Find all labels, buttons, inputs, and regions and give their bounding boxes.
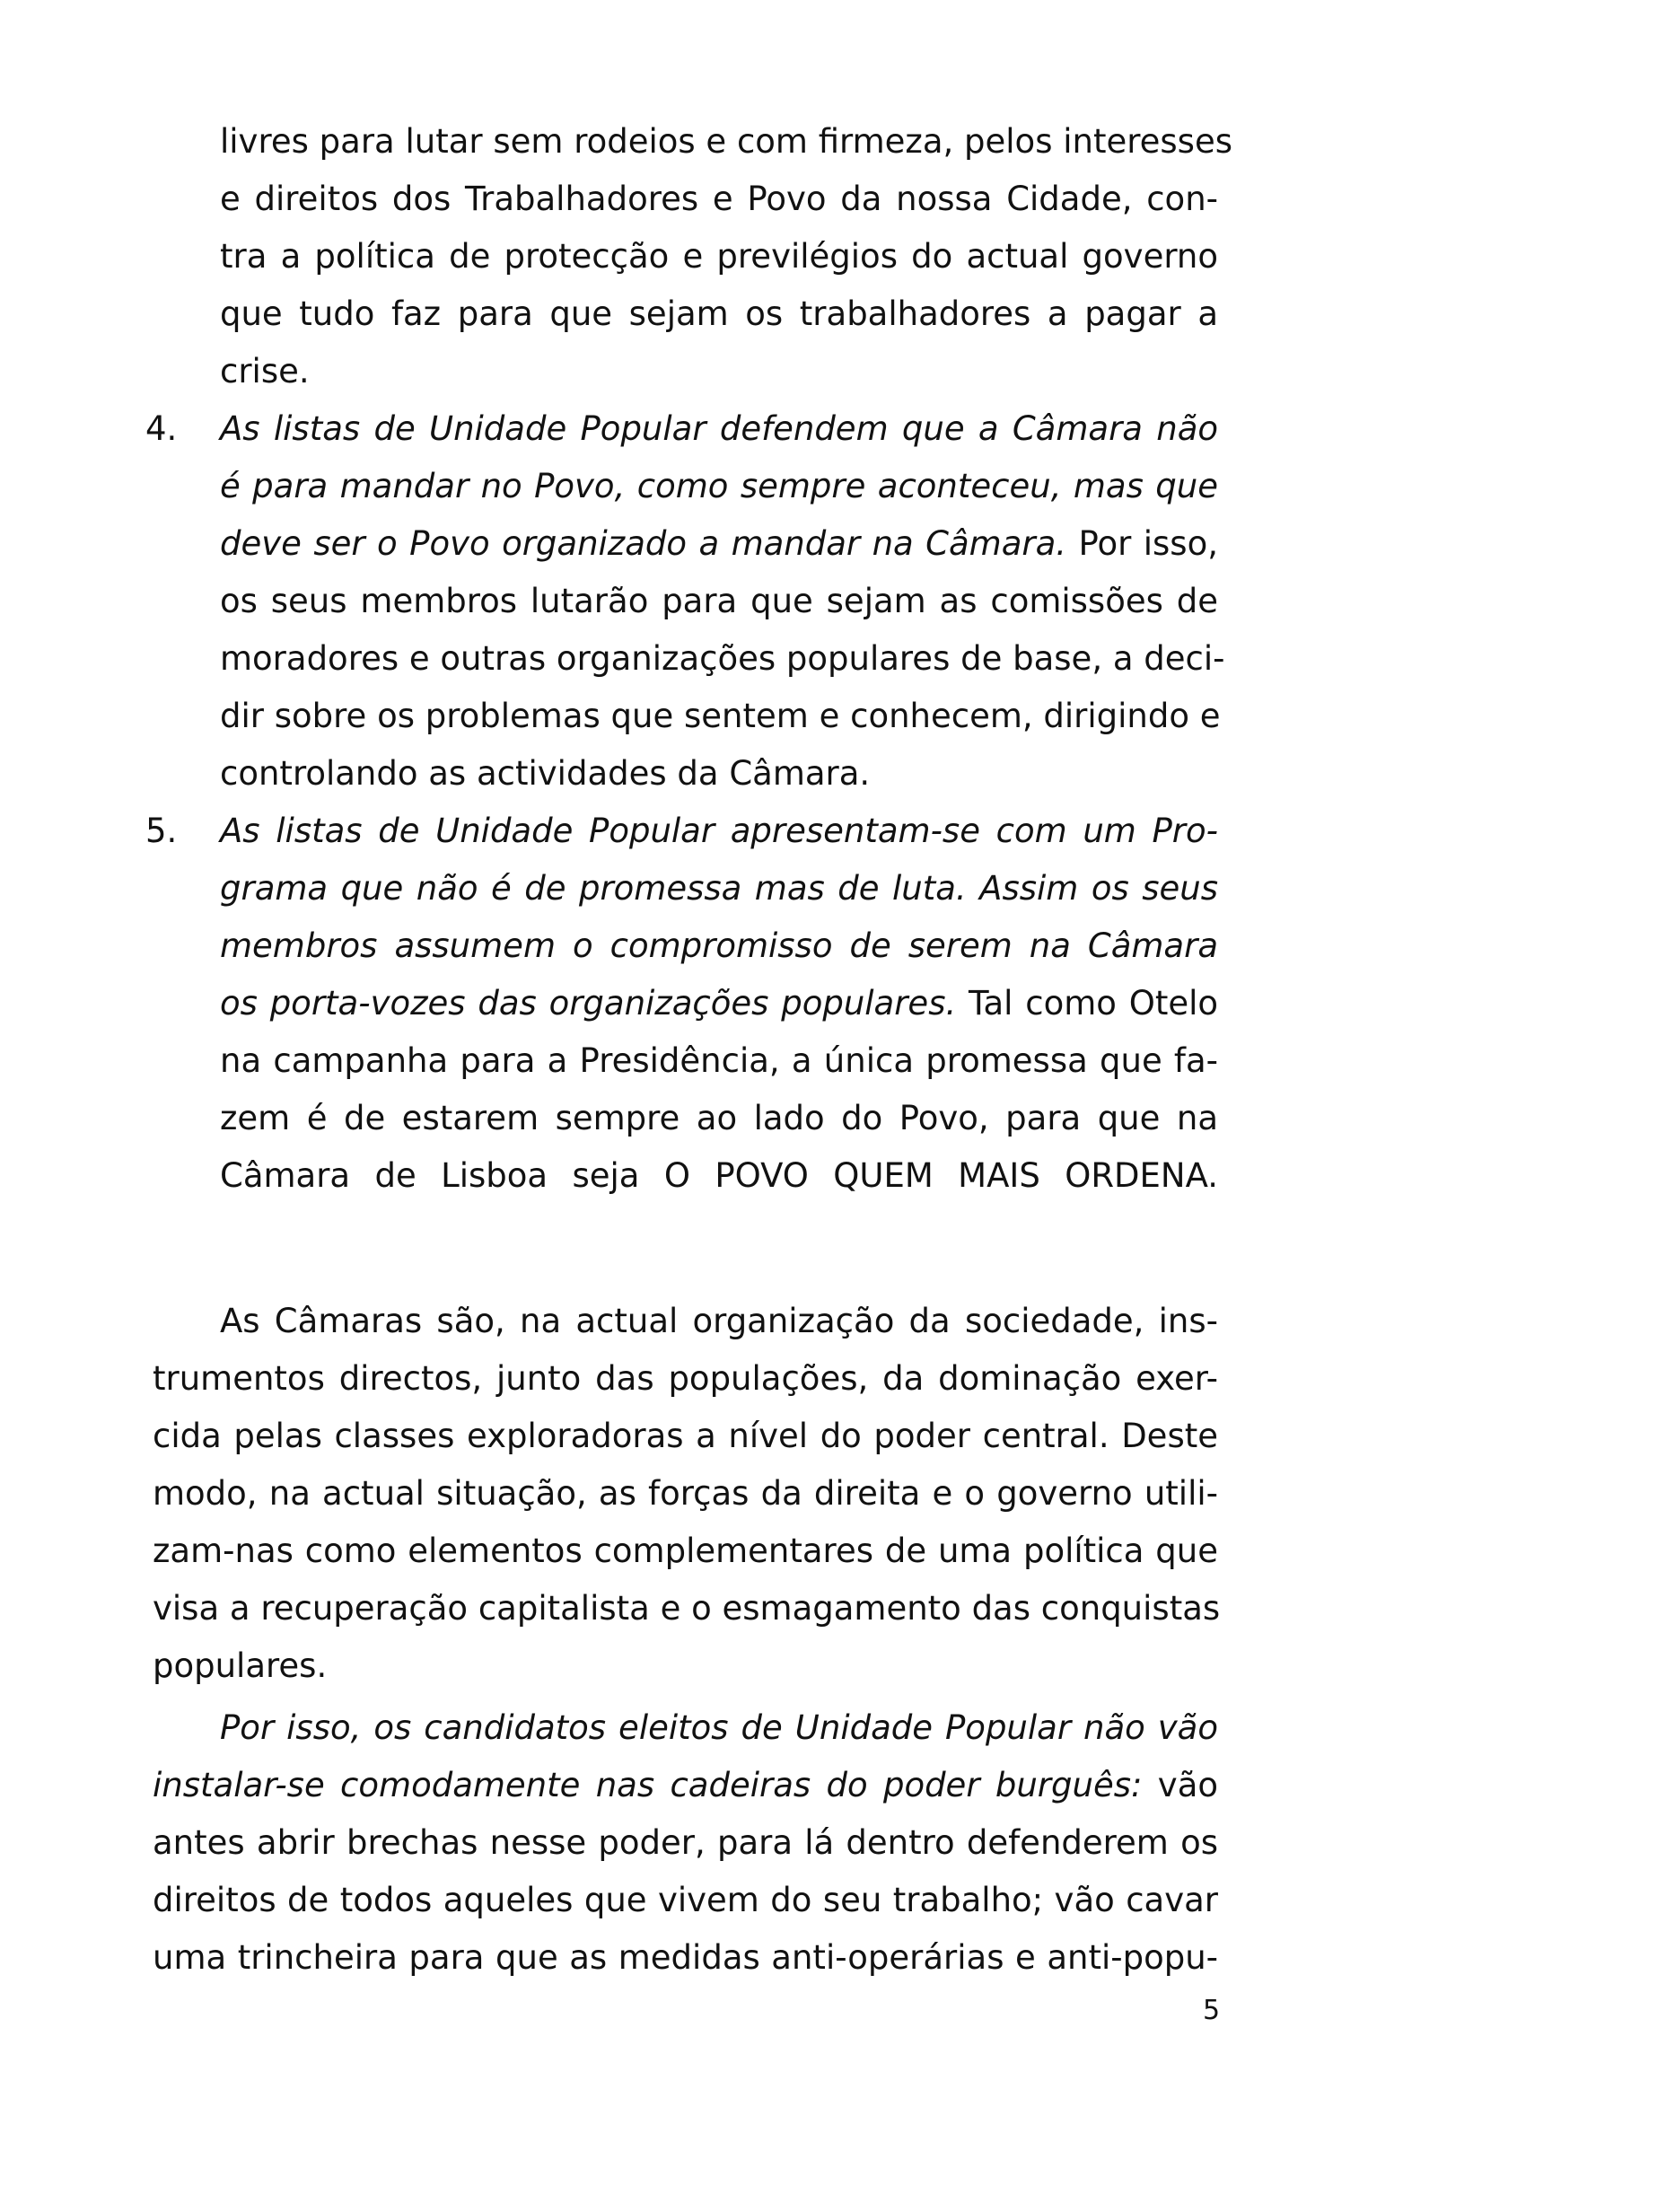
normal-text: vão (1142, 1766, 1219, 1804)
italic-text: As listas de Unidade Popular apresentam-se com um Pro- (220, 812, 1218, 850)
normal-text: antes abrir brechas nesse poder, para lá dentro defenderem os (153, 1823, 1218, 1862)
italic-text: grama que não é de promessa mas de luta. Assim os seus (220, 869, 1218, 908)
list-number: 4. (145, 409, 178, 448)
normal-text: moradores e outras organizações populares de base, a deci- (220, 639, 1225, 678)
page-number: 5 (1203, 1995, 1221, 2026)
italic-text: As listas de Unidade Popular defendem que a Câmara não (220, 409, 1218, 448)
text-line: tra a política de protecção e previlégios do actual governo (220, 237, 1218, 276)
text-line: visa a recuperação capitalista e o esmagamento das conquistas (153, 1589, 1221, 1628)
text-line: populares. (153, 1646, 328, 1685)
text-line (153, 1757, 1218, 1814)
text-line: e direitos dos Trabalhadores e Povo da nossa Cidade, con- (220, 180, 1218, 218)
normal-text: Câmara de Lisboa seja O POVO QUEM MAIS ORDENA. (220, 1156, 1218, 1195)
text-line: cida pelas classes exploradoras a nível do poder central. Deste (153, 1417, 1218, 1455)
text-line (220, 515, 1218, 573)
text-line (153, 1814, 1218, 1872)
text-line: que tudo faz para que sejam os trabalhadores a pagar a (220, 294, 1218, 333)
normal-text: dir sobre os problemas que sentem e conhecem, dirigindo e (220, 697, 1221, 735)
text-line: modo, na actual situação, as forças da direita e o governo utili- (153, 1474, 1218, 1513)
text-line (220, 573, 1218, 630)
italic-text: membros assumem o compromisso de serem na Câmara (220, 926, 1218, 965)
text-line: trumentos directos, junto das populações, da dominação exer- (153, 1359, 1218, 1398)
normal-text: Por isso, (1066, 524, 1218, 563)
normal-text: Tal como Otelo (956, 984, 1219, 1023)
text-line (220, 458, 1218, 515)
text-line: As Câmaras são, na actual organização da sociedade, ins- (220, 1302, 1218, 1340)
italic-text: é para mandar no Povo, como sempre aconteceu, mas que (220, 467, 1218, 505)
text-line (220, 975, 1218, 1032)
italic-text: deve ser o Povo organizado a mandar na Câmara. (220, 524, 1067, 563)
normal-text: controlando as actividades da Câmara. (220, 754, 871, 793)
text-line (220, 1032, 1218, 1090)
text-line (220, 630, 1225, 688)
normal-text: os seus membros lutarão para que sejam as comissões de (220, 582, 1218, 620)
italic-text: os porta-vozes das organizações populares. (220, 984, 957, 1023)
text-line (220, 803, 1218, 860)
text-line: crise. (220, 352, 310, 391)
italic-text: Por isso, os candidatos eleitos de Unidade Popular não vão (220, 1708, 1218, 1747)
text-line (220, 917, 1218, 975)
list-number: 5. (145, 812, 178, 850)
text-line (220, 400, 1218, 458)
text-line: zam-nas como elementos complementares de uma política que (153, 1532, 1218, 1570)
text-line (153, 1872, 1218, 1929)
normal-text: uma trincheira para que as medidas anti-operárias e anti-popu- (153, 1938, 1218, 1977)
text-line (220, 745, 1218, 803)
text-line: livres para lutar sem rodeios e com firmeza, pelos interesses (220, 122, 1232, 161)
text-line (220, 688, 1221, 745)
normal-text: direitos de todos aqueles que vivem do seu trabalho; vão cavar (153, 1881, 1218, 1919)
text-line (220, 1090, 1218, 1147)
text-line (220, 1699, 1218, 1757)
text-line (153, 1929, 1218, 1987)
text-line (220, 1147, 1218, 1205)
text-line (220, 860, 1218, 917)
normal-text: na campanha para a Presidência, a única promessa que fa- (220, 1041, 1218, 1080)
normal-text: zem é de estarem sempre ao lado do Povo, para que na (220, 1099, 1218, 1137)
italic-text: instalar-se comodamente nas cadeiras do poder burguês: (153, 1766, 1143, 1804)
